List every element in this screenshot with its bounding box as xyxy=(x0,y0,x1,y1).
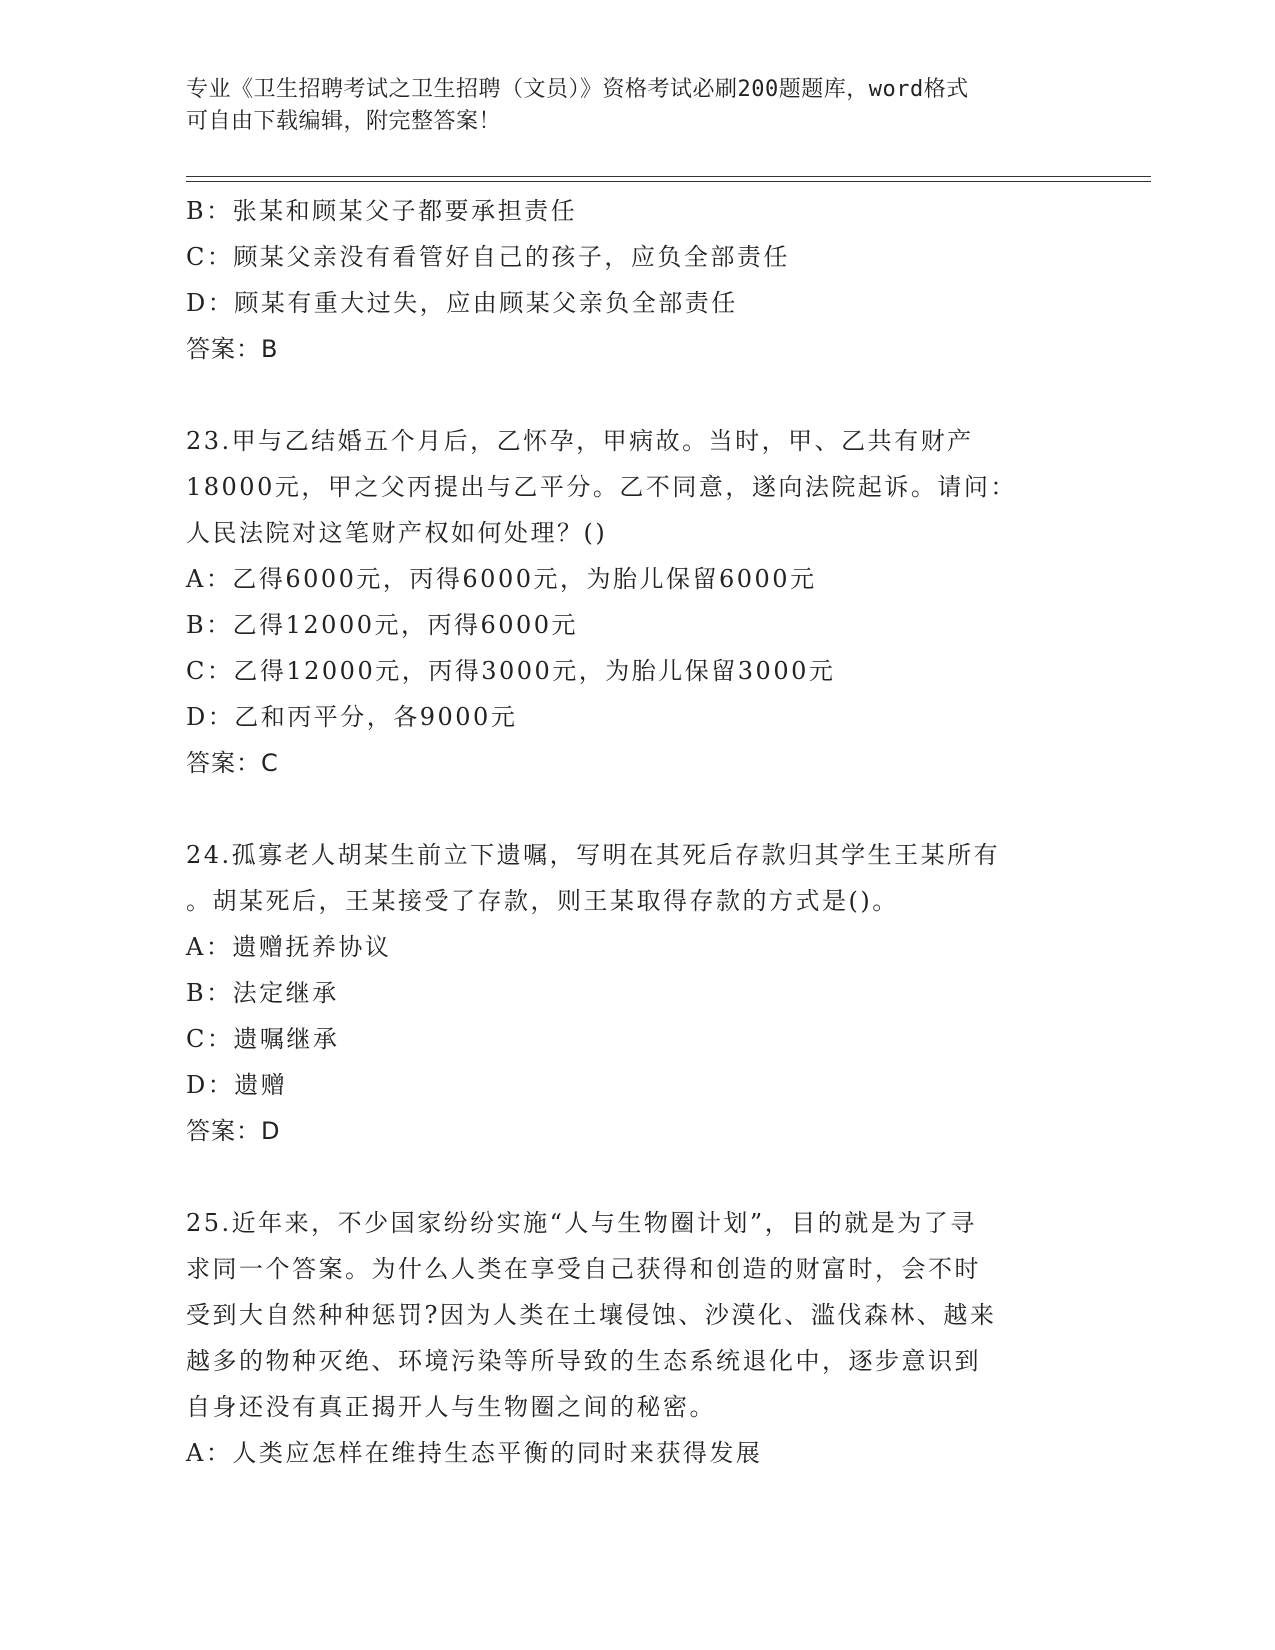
question-stem-line: 。胡某死后，王某接受了存款，则王某取得存款的方式是()。 xyxy=(186,887,899,915)
header-line-2: 可自由下载编辑，附完整答案！ xyxy=(186,109,502,134)
document-header xyxy=(186,74,1086,138)
question-stem-line: 越多的物种灭绝、环境污染等所导致的生态系统退化中，逐步意识到 xyxy=(186,1347,981,1375)
question-23 xyxy=(186,418,1086,786)
spacer xyxy=(186,372,1086,418)
question-stem-line: 25.近年来，不少国家纷纷实施“人与生物圈计划”，目的就是为了寻 xyxy=(186,1209,977,1237)
question-22-tail xyxy=(186,188,1086,372)
option-a: A：人类应怎样在维持生态平衡的同时来获得发展 xyxy=(186,1439,763,1467)
option-c: C：遗嘱继承 xyxy=(186,1025,340,1053)
option-c: C：顾某父亲没有看管好自己的孩子，应负全部责任 xyxy=(186,243,790,271)
option-d: D：遗赠 xyxy=(186,1071,288,1099)
option-b: B：乙得12000元，丙得6000元 xyxy=(186,611,579,639)
header-line-1: 专业《卫生招聘考试之卫生招聘（文员）》资格考试必刷200题题库，word格式 xyxy=(186,77,969,102)
question-25 xyxy=(186,1200,1086,1476)
option-d: D：顾某有重大过失，应由顾某父亲负全部责任 xyxy=(186,289,738,317)
spacer xyxy=(186,1154,1086,1200)
answer: 答案：B xyxy=(186,335,279,363)
question-24 xyxy=(186,832,1086,1154)
option-a: A：乙得6000元，丙得6000元，为胎儿保留6000元 xyxy=(186,565,817,593)
option-a: A：遗赠抚养协议 xyxy=(186,933,392,961)
option-b: B：张某和顾某父子都要承担责任 xyxy=(186,197,578,225)
header-rule-bottom xyxy=(186,181,1151,182)
question-stem-line: 18000元，甲之父丙提出与乙平分。乙不同意，遂向法院起诉。请问： xyxy=(186,473,1017,501)
spacer xyxy=(186,786,1086,832)
question-stem-line: 求同一个答案。为什么人类在享受自己获得和创造的财富时，会不时 xyxy=(186,1255,981,1283)
option-b: B：法定继承 xyxy=(186,979,339,1007)
option-d: D：乙和丙平分，各9000元 xyxy=(186,703,518,731)
question-stem-line: 自身还没有真正揭开人与生物圈之间的秘密。 xyxy=(186,1393,716,1421)
option-c: C：乙得12000元，丙得3000元，为胎儿保留3000元 xyxy=(186,657,836,685)
answer: 答案：C xyxy=(186,749,279,777)
question-list xyxy=(186,188,1086,1476)
question-stem-line: 24.孤寡老人胡某生前立下遗嘱，写明在其死后存款归其学生王某所有 xyxy=(186,841,1001,869)
question-stem-line: 受到大自然种种惩罚?因为人类在土壤侵蚀、沙漠化、滥伐森林、越来 xyxy=(186,1301,997,1329)
header-rule-top xyxy=(186,176,1151,177)
question-stem-line: 人民法院对这笔财产权如何处理？() xyxy=(186,519,608,547)
question-stem-line: 23.甲与乙结婚五个月后，乙怀孕，甲病故。当时，甲、乙共有财产 xyxy=(186,427,974,455)
answer: 答案：D xyxy=(186,1117,281,1145)
